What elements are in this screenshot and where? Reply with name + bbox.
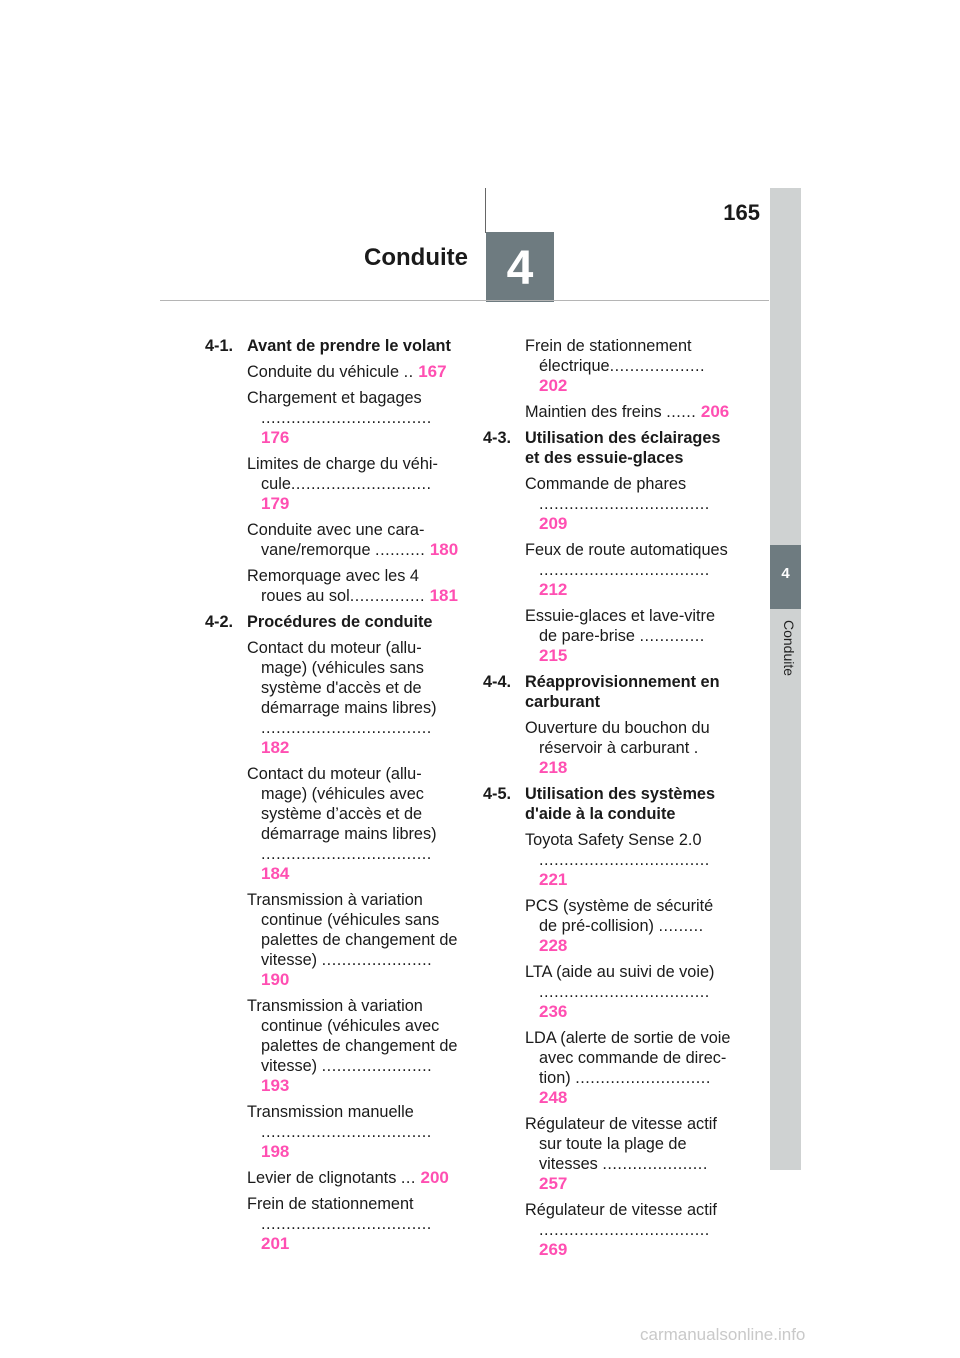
page-number: 165: [723, 200, 760, 225]
section-title: Procédures de conduite: [247, 613, 433, 631]
entry-text: Chargement et bagages: [247, 389, 422, 407]
leader-dots: ..................................: [261, 845, 432, 863]
toc-entry[interactable]: [247, 996, 460, 1096]
leader-dots: ..................................: [539, 495, 710, 513]
page-link[interactable]: 176: [261, 428, 290, 447]
toc-entry[interactable]: [247, 566, 460, 606]
leader-dots: .....................: [602, 1155, 708, 1173]
page-link[interactable]: 198: [261, 1142, 290, 1161]
page-link[interactable]: 257: [539, 1174, 568, 1193]
section-number: 4-2.: [205, 613, 234, 631]
toc-entry[interactable]: [525, 336, 731, 396]
entry-text: Toyota Safety Sense 2.0: [525, 831, 702, 849]
entry-text: Frein de stationnement: [247, 1195, 414, 1213]
toc-section-4-4[interactable]: [483, 672, 731, 712]
entry-text: Contact du moteur (allu-mage) (véhicules avec système d’accès et de démarrage mains libres): [247, 765, 437, 843]
toc-entry[interactable]: [247, 1168, 460, 1188]
side-tab-label: Conduite: [781, 620, 797, 677]
page-link[interactable]: 269: [539, 1240, 568, 1259]
leader-dots: .............: [639, 627, 705, 645]
entry-text: Conduite du véhicule: [247, 363, 400, 381]
page-link[interactable]: 190: [261, 970, 290, 989]
toc-entry[interactable]: [247, 1102, 460, 1162]
header-divider: [485, 188, 486, 233]
page-link[interactable]: 221: [539, 870, 568, 889]
entry-text: Ouverture du bouchon du réservoir à carburant: [525, 719, 710, 757]
section-title: Réapprovisionnement en carburant: [525, 673, 720, 711]
page-link[interactable]: 209: [539, 514, 568, 533]
page-link[interactable]: 248: [539, 1088, 568, 1107]
page-link[interactable]: 201: [261, 1234, 290, 1253]
section-number: 4-5.: [483, 785, 512, 803]
section-number: 4-3.: [483, 429, 512, 447]
toc-entry[interactable]: [525, 962, 731, 1022]
section-title: Utilisation des éclairages et des essuie-glaces: [525, 429, 721, 467]
entry-text: Feux de route automatiques: [525, 541, 728, 559]
leader-dots: .........: [658, 917, 704, 935]
leader-dots: .: [693, 739, 699, 757]
leader-dots: ...: [400, 1169, 416, 1187]
entry-text: Commande de phares: [525, 475, 687, 493]
toc-entry[interactable]: [247, 890, 460, 990]
toc-section-4-2[interactable]: [205, 612, 460, 632]
watermark: carmanualsonline.info: [640, 1325, 806, 1344]
leader-dots: ..................................: [261, 409, 432, 427]
page-link[interactable]: 215: [539, 646, 568, 665]
toc-entry[interactable]: [247, 520, 460, 560]
entry-text: Levier de clignotants: [247, 1169, 397, 1187]
leader-dots: ......................: [321, 951, 433, 969]
page-link[interactable]: 184: [261, 864, 290, 883]
entry-text: Régulateur de vitesse actif: [525, 1201, 717, 1219]
section-title: Utilisation des systèmes d'aide à la conduite: [525, 785, 716, 823]
toc-entry[interactable]: [525, 896, 731, 956]
toc-entry[interactable]: [247, 388, 460, 448]
page-link[interactable]: 212: [539, 580, 568, 599]
chapter-title: Conduite: [364, 244, 468, 271]
toc-left-column: [205, 336, 460, 1260]
entry-text: Régulateur de vitesse actif sur toute la plage de vitesses: [525, 1115, 717, 1173]
page-link[interactable]: 200: [420, 1168, 449, 1187]
leader-dots: ..........: [375, 541, 426, 559]
leader-dots: ..................................: [261, 1123, 432, 1141]
toc-entry[interactable]: [247, 362, 460, 382]
toc-entry[interactable]: [247, 764, 460, 884]
toc-entry[interactable]: [525, 718, 731, 778]
entry-text: LTA (aide au suivi de voie): [525, 963, 715, 981]
toc-entry[interactable]: [525, 606, 731, 666]
leader-dots: ..................................: [539, 561, 710, 579]
leader-dots: ...................: [609, 357, 706, 375]
toc-right-column: [483, 336, 731, 1266]
page-link[interactable]: 193: [261, 1076, 290, 1095]
page-link[interactable]: 167: [418, 362, 447, 381]
leader-dots: ..................................: [539, 983, 710, 1001]
toc-entry[interactable]: [247, 454, 460, 514]
entry-text: Conduite avec une cara-vane/remorque: [247, 521, 425, 559]
entry-text: LDA (alerte de sortie de voie avec commande de direc-tion): [525, 1029, 731, 1087]
page-link[interactable]: 236: [539, 1002, 568, 1021]
leader-dots: ..................................: [539, 851, 710, 869]
chapter-number-badge: 4: [486, 232, 554, 302]
page-link[interactable]: 182: [261, 738, 290, 757]
page-link[interactable]: 202: [539, 376, 568, 395]
page-link[interactable]: 228: [539, 936, 568, 955]
entry-text: PCS (système de sécurité de pré-collision): [525, 897, 714, 935]
header-rule: [160, 300, 769, 301]
entry-text: Frein de stationnement électrique: [525, 337, 692, 375]
entry-text: Contact du moteur (allu-mage) (véhicules sans système d'accès et de démarrage mains libres): [247, 639, 437, 717]
page-link[interactable]: 206: [700, 402, 730, 421]
leader-dots: ......................: [321, 1057, 433, 1075]
entry-text: Transmission manuelle: [247, 1103, 414, 1121]
page-link[interactable]: 180: [429, 540, 459, 559]
page-link[interactable]: 181: [429, 586, 458, 605]
entry-text: Transmission à variation continue (véhicules avec palettes de changement de vitesse): [247, 997, 458, 1075]
leader-dots: ..................................: [261, 1215, 432, 1233]
toc-entry[interactable]: [247, 1194, 460, 1254]
section-title: Avant de prendre le volant: [247, 337, 451, 355]
leader-dots: ..................................: [539, 1221, 710, 1239]
leader-dots: ..................................: [261, 719, 432, 737]
toc-entry[interactable]: [525, 540, 731, 600]
entry-text: Limites de charge du véhi-cule: [247, 455, 438, 493]
entry-text: Remorquage avec les 4 roues au sol: [247, 567, 419, 605]
toc-entry[interactable]: [525, 1114, 731, 1194]
page-link[interactable]: 179: [261, 494, 290, 513]
leader-dots: ............................: [290, 475, 432, 493]
leader-dots: ...............: [349, 587, 426, 605]
toc-entry[interactable]: [525, 1028, 731, 1108]
toc-section-4-5[interactable]: [483, 784, 731, 824]
entry-text: Essuie-glaces et lave-vitre de pare-brise: [525, 607, 716, 645]
toc-entry[interactable]: [525, 474, 731, 534]
toc-entry[interactable]: [247, 638, 460, 758]
toc-entry[interactable]: [525, 402, 731, 422]
page-link[interactable]: 218: [539, 758, 568, 777]
section-number: 4-4.: [483, 673, 512, 691]
leader-dots: ...........................: [575, 1069, 711, 1087]
toc-section-4-3[interactable]: [483, 428, 731, 468]
entry-text: Transmission à variation continue (véhicules sans palettes de changement de vitesse): [247, 891, 458, 969]
toc-entry[interactable]: [525, 830, 731, 890]
leader-dots: ..: [403, 363, 414, 381]
entry-text: Maintien des freins: [525, 403, 662, 421]
side-tab-number[interactable]: 4: [770, 545, 801, 609]
section-number: 4-1.: [205, 337, 234, 355]
leader-dots: ......: [666, 403, 697, 421]
toc-section-4-1[interactable]: [205, 336, 460, 356]
toc-entry[interactable]: [525, 1200, 731, 1260]
